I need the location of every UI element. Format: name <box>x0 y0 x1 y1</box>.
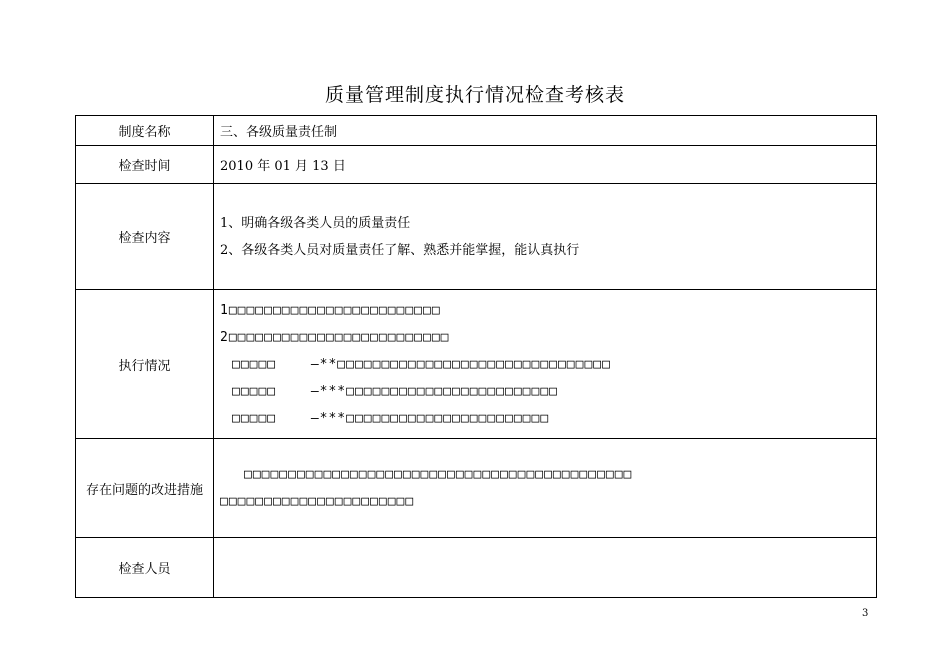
execution-entry-1 <box>220 351 876 378</box>
entry-dept: □□□□□ <box>232 383 277 399</box>
improvement-cell <box>214 439 877 538</box>
execution-line-1: 1□□□□□□□□□□□□□□□□□□□□□□□□ <box>220 302 441 318</box>
entry-text: —***□□□□□□□□□□□□□□□□□□□□□□□□ <box>310 383 558 399</box>
improvement-line-2: □□□□□□□□□□□□□□□□□□□□□□ <box>220 494 415 509</box>
execution-cell <box>214 290 877 439</box>
row-system-name <box>76 116 877 146</box>
entry-dept: □□□□□ <box>232 356 277 372</box>
inspection-form-table <box>75 115 877 598</box>
inspection-content-cell <box>214 184 877 290</box>
execution-label: 执行情况 <box>76 290 214 439</box>
entry-text: —**□□□□□□□□□□□□□□□□□□□□□□□□□□□□□□□ <box>310 356 611 372</box>
page-number: 3 <box>862 608 869 619</box>
row-inspection-time <box>76 146 877 184</box>
inspection-time-value: 2010 年 01 月 13 日 <box>214 146 877 184</box>
entry-text: —***□□□□□□□□□□□□□□□□□□□□□□□ <box>310 410 550 426</box>
row-improvement <box>76 439 877 538</box>
inspection-time-label: 检查时间 <box>76 146 214 184</box>
execution-line-2: 2□□□□□□□□□□□□□□□□□□□□□□□□□ <box>220 329 450 345</box>
row-inspectors <box>76 538 877 598</box>
execution-entry-2 <box>220 378 876 405</box>
system-name-value: 三、各级质量责任制 <box>214 116 877 146</box>
row-execution <box>76 290 877 439</box>
entry-dept: □□□□□ <box>232 410 277 426</box>
content-item-2: 2、各级各类人员对质量责任了解、熟悉并能掌握，能认真执行 <box>220 242 580 258</box>
system-name-label: 制度名称 <box>76 116 214 146</box>
improvement-line-1: □□□□□□□□□□□□□□□□□□□□□□□□□□□□□□□□□□□□□□□□□□□□ <box>244 467 633 482</box>
inspectors-value <box>214 538 877 598</box>
row-inspection-content <box>76 184 877 290</box>
inspection-content-label: 检查内容 <box>76 184 214 290</box>
improvement-label: 存在问题的改进措施 <box>76 439 214 538</box>
inspectors-label: 检查人员 <box>76 538 214 598</box>
execution-entry-3 <box>220 405 876 432</box>
form-title: 质量管理制度执行情况检查考核表 <box>324 84 625 106</box>
content-item-1: 1、明确各级各类人员的质量责任 <box>220 215 411 231</box>
